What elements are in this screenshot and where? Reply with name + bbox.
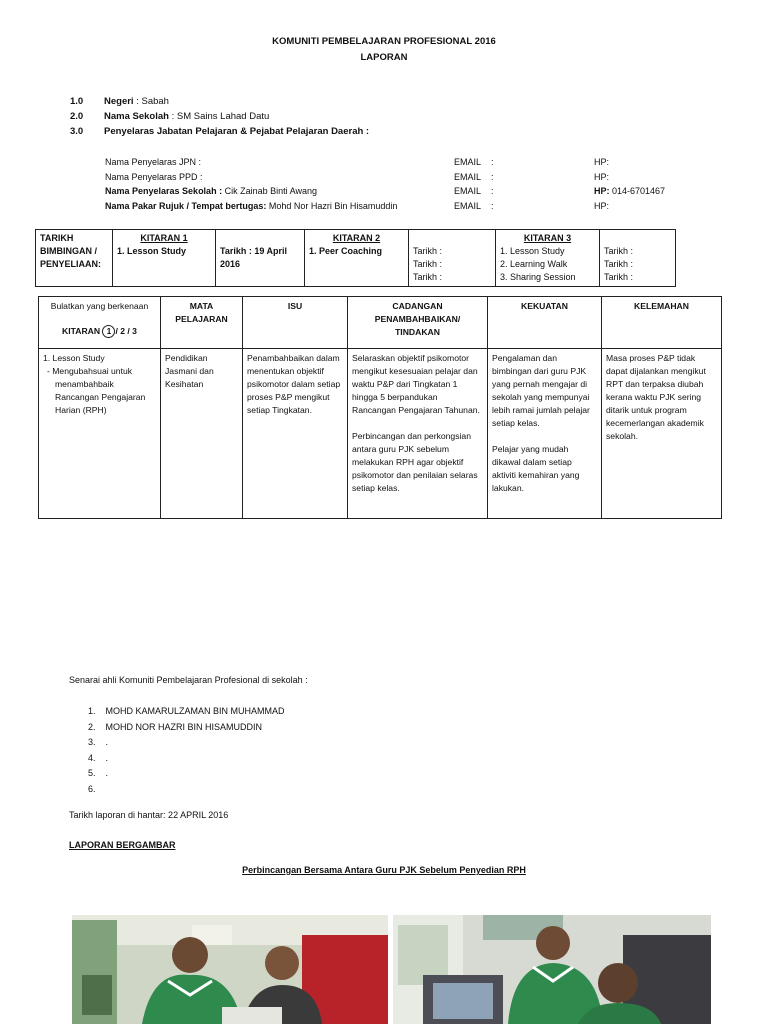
circled-number: 1 [102, 325, 115, 338]
list-item: 5. . [88, 768, 109, 778]
cell-cadangan: Selaraskan objektif psikomotor mengikut kesesuaian pelajar dan waktu P&P dari Tingkatan 1 hingga 5 berpandukan Rancangan Pengajaran Tahunan. Perbincangan dan perkongsian antara guru PJK sebelum melakukan RPH agar objektif psikomotor dan penilaian selaras setiap kelas. [348, 349, 488, 519]
cell-lesson-study: 1. Lesson Study - Mengubahsuai untuk menambahbaik Rancangan Pengajaran Harian (RPH) [39, 349, 161, 519]
kitaran-2-cell: KITARAN 2 1. Peer Coaching [305, 230, 409, 287]
info-row: 3.0 Penyelaras Jabatan Pelajaran & Pejabat Pelajaran Daerah : [70, 126, 370, 137]
cell-kelemahan: Masa proses P&P tidak dapat dijalankan mengikut RPT dan terpaksa diubah kerana waktu PJK sering ditarik untuk program kecemerlangan akademik sekolah. [602, 349, 722, 519]
kitaran-2-dates: Tarikh : Tarikh : Tarikh : [409, 230, 496, 287]
info-row: 1.0 Negeri : Sabah [70, 96, 169, 107]
cell-isu: Penambahbaikan dalam menentukan objektif psikomotor dalam setiap proses P&P mengikut setiap Tingkatan. [243, 349, 348, 519]
document-title: KOMUNITI PEMBELAJARAN PROFESIONAL 2016 [272, 36, 496, 47]
header-cadangan: CADANGAN PENAMBAHBAIKAN/ TINDAKAN [348, 297, 488, 349]
info-row: 2.0 Nama Sekolah : SM Sains Lahad Datu [70, 111, 270, 122]
kitaran-3-cell: KITARAN 3 1. Lesson Study 2. Learning Walk 3. Sharing Session [496, 230, 600, 287]
coordinators-block: Nama Penyelaras JPN : EMAIL : HP: Nama Penyelaras PPD : EMAIL : HP: Nama Penyelaras Sekolah : Cik Zainab Binti Awang EMAIL : HP: 014-6701467 Nama Pakar Rujuk / Tempat bertugas: Mohd Nor Hazri Bin Hisamuddin EMAIL : HP: [105, 157, 666, 211]
kitaran-header-cell: TARIKH BIMBINGAN / PENYELIAAN: [36, 230, 113, 287]
cell-kekuatan: Pengalaman dan bimbingan dari guru PJK yang pernah mengajar di sekolah yang mempunyai lebih ramai jumlah pelajar setiap kelas. Pelajar yang mudah dikawal dalam setiap aktiviti kemahiran yang lakukan. [488, 349, 602, 519]
header-mata: MATA PELAJARAN [161, 297, 243, 349]
header-bulatkan: Bulatkan yang berkenaan KITARAN 1 / 2 / 3 [39, 297, 161, 349]
kitaran-3-dates: Tarikh : Tarikh : Tarikh : [600, 230, 676, 287]
list-item: 4. . [88, 752, 109, 763]
members-list [88, 704, 285, 797]
photo-discussion-2-image [393, 915, 711, 1024]
photo-discussion-2 [393, 915, 711, 1024]
list-item: 6. [88, 783, 96, 794]
kitaran-1-cell: KITARAN 1 1. Lesson Study [113, 230, 216, 287]
main-table [38, 296, 722, 519]
photo-caption: Perbincangan Bersama Antara Guru PJK Sebelum Penyedian RPH [242, 865, 526, 875]
cell-mata: Pendidikan Jasmani dan Kesihatan [161, 349, 243, 519]
list-item: 3. . [88, 737, 109, 747]
photo-discussion-1 [72, 915, 388, 1024]
kitaran-table [35, 229, 676, 287]
header-kelemahan: KELEMAHAN [602, 297, 722, 349]
table-row [39, 349, 722, 519]
document-subtitle: LAPORAN [360, 52, 408, 63]
header-isu: ISU [243, 297, 348, 349]
header-kekuatan: KEKUATAN [488, 297, 602, 349]
kitaran-1-date: Tarikh : 19 April 2016 [216, 230, 305, 287]
list-item: 2. MOHD NOR HAZRI BIN HISAMUDDIN [88, 721, 263, 732]
photo-discussion-1-image [72, 915, 388, 1024]
laporan-bergambar-heading: LAPORAN BERGAMBAR [69, 840, 176, 850]
report-date: Tarikh laporan di hantar: 22 APRIL 2016 [69, 810, 229, 820]
members-intro: Senarai ahli Komuniti Pembelajaran Profesional di sekolah : [69, 675, 308, 685]
list-item: 1. MOHD KAMARULZAMAN BIN MUHAMMAD [88, 706, 285, 716]
